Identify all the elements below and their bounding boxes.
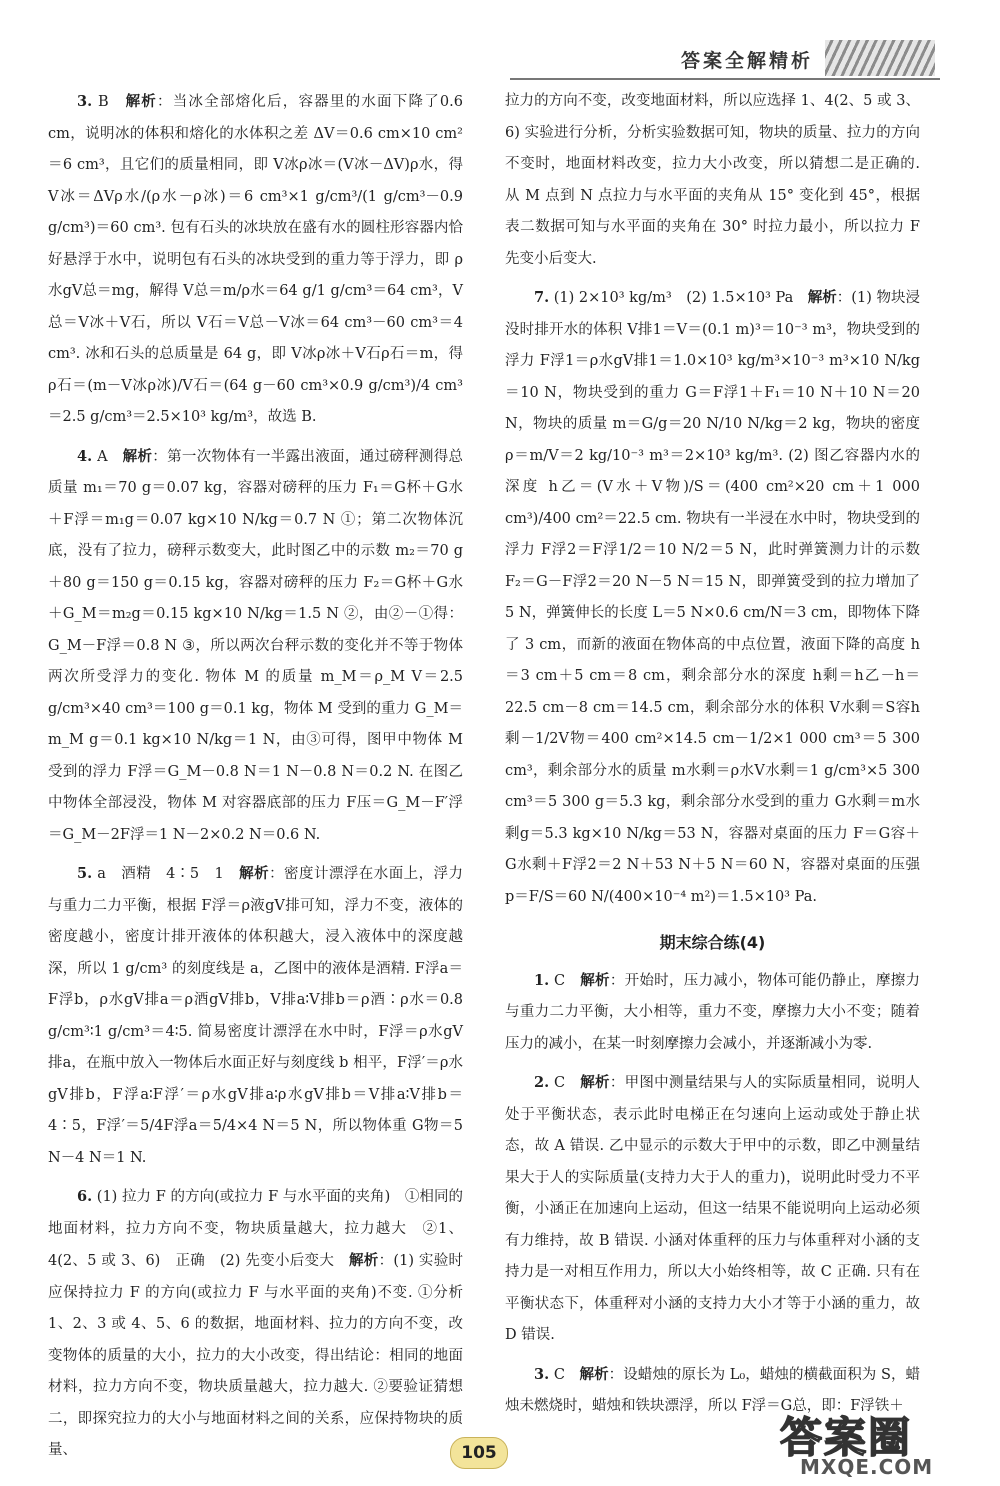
analysis-label: 解析 (579, 1365, 609, 1383)
answer-item (505, 86, 920, 275)
analysis-label: 解析 (580, 971, 610, 989)
header-title: 答案全解精析 (681, 50, 814, 72)
answer-choice: A (97, 448, 108, 465)
analysis-label: 解析 (807, 289, 837, 306)
analysis-label: 解析 (239, 865, 270, 882)
section-title: 期末综合练(4) (659, 933, 766, 952)
watermark-logo: 答案圈 (780, 1413, 913, 1462)
analysis-text: ：(1) 实验时应保持拉力 F 的方向(或拉力 F 与水平面的夹角)不变. ①分析 1、2、3 或 4、5、6 的数据，地面材料、拉力的方向不变，改变物体的质量的大小，拉力的大小改变，得出结论：相同的地面材料，拉力方向不变，物块质量越大，拉力越大. ②要验证猜想二，即探究拉力的大小与地面材料之间的关系，应保持物块的质量、 (48, 1253, 464, 1458)
answer-item (505, 965, 920, 1061)
analysis-label: 解析 (580, 1074, 610, 1091)
answer-item (48, 86, 463, 434)
analysis-text: ：甲图中测量结果与人的实际质量相同，说明人处于平衡状态，表示此时电梯正在匀速向上运动或处于静止状态，故 A 错误. 乙中显示的示数大于甲中的示数，即乙中测量结果大于人的实际质量(支持力大于人的重力)，说明此时受力不平衡，小涵正在加速向上运动，但这一结果不能说明向上运动必须有力维持，故 B 错误. 小涵对体重秤的压力与体重秤对小涵的支持力是一对相互作用力，所以大小始终相等，故 C 正确. 只有在平衡状态下，体重秤对小涵的支持力大小才等于小涵的重力，故 D 错误. (505, 1075, 921, 1343)
question-number: 4. (77, 447, 93, 465)
answer-choice: C (554, 972, 566, 989)
answer-item (48, 441, 463, 852)
analysis-text: ：开始时，压力减小，物体可能仍静止，摩擦力与重力二力平衡，大小相等，重力不变，摩擦力大小不变；随着压力的减小，在某一时刻摩擦力会减小，并逐渐减小为零. (505, 972, 921, 1052)
answer-choice: C (553, 1366, 565, 1383)
watermark (780, 1405, 980, 1485)
analysis-text: ：(1) 物块浸没时排开水的体积 V排1＝V＝(0.1 m)³＝10⁻³ m³，物块受到的浮力 F浮1＝ρ水gV排1＝1.0×10³ kg/m³×10⁻³ m³×10 N/kg＝10 N，物块受到的重力 G＝F浮1＋F₁＝10 N＋10 N＝20 N，物块的质量 m＝G/g＝20 N/10 N/kg＝2 kg，物块的密度 ρ＝m/V＝2 kg/10⁻³ m³＝2×10³ kg/m³. (2) 图乙容器内水的深度 h乙＝(V水＋V物)/S＝(400 cm²×20 cm＋1 000 cm³)/400 cm²＝22.5 cm. 物块有一半浸在水中时，物块受到的浮力 F浮2＝F浮1/2＝10 N/2＝5 N，此时弹簧测力计的示数 F₂＝G－F浮2＝20 N－5 N＝15 N，即弹簧受到的拉力增加了 5 N，弹簧伸长的长度 L＝5 N×0.6 cm/N＝3 cm，即物体下降了 3 cm，而新的液面在物体高的中点位置，液面下降的高度 h＝3 cm＋5 cm＝8 cm，剩余部分水的深度 h剩＝h乙－h＝22.5 cm－8 cm＝14.5 cm，剩余部分水的体积 V水剩＝S容h剩－1/2V物＝400 cm²×14.5 cm－1/2×1 000 cm³＝5 300 cm³，剩余部分水的质量 m水剩＝ρ水V水剩＝1 g/cm³×5 300 cm³＝5 300 g＝5.3 kg，剩余部分水受到的重力 G水剩＝m水剩g＝5.3 kg×10 N/kg＝53 N，容器对桌面的压力 F＝G容＋G水剩＋F浮2＝2 N＋53 N＋5 N＝60 N，容器对桌面的压强 p＝F/S＝60 N/(400×10⁻⁴ m²)＝1.5×10³ Pa. (505, 290, 920, 905)
question-number: 3. (77, 93, 93, 110)
question-number: 5. (77, 865, 93, 882)
answer-item (505, 1067, 920, 1352)
analysis-text: ：设蜡烛的原长为 L₀，蜡烛的横截面积为 S，蜡烛未燃烧时，蜡烛和铁块漂浮，所以 F浮＝G总，即：F浮铁＋ (505, 1366, 921, 1414)
answer-choice: a 酒精 4∶5 1 (97, 866, 224, 882)
answer-item (48, 858, 463, 1174)
question-number: 2. (534, 1074, 550, 1091)
answer-choice: (1) 2×10³ kg/m³ (2) 1.5×10³ Pa (553, 290, 794, 306)
analysis-text: 拉力的方向不变，改变地面材料，所以应选择 1、4(2、5 或 3、6) 实验进行分析，分析实验数据可知，物块的质量、拉力的方向不变时，地面材料改变，拉力大小改变，所以猜想二是正确的. 从 M 点到 N 点拉力与水平面的夹角从 15° 变化到 45°，根据表二数据可知与水平面的夹角在 30° 时拉力最小，所以拉力 F 先变小后变大. (505, 93, 920, 267)
answer-choice: (1) 拉力 F 的方向(或拉力 F 与水平面的夹角) ①相同的地面材料，拉力方向不变，物块质量越大，拉力越大 ②1、4(2、5 或 3、6) 正确 (2) 先变小后变大 (48, 1189, 463, 1269)
question-number: 7. (534, 289, 550, 306)
question-number: 1. (534, 971, 550, 989)
analysis-label: 解析 (349, 1252, 379, 1269)
analysis-text: ：密度计漂浮在水面上，浮力与重力二力平衡，根据 F浮＝ρ液gV排可知，浮力不变，液体的密度越小，密度计排开液体的体积越大，浸入液体中的深度越深，所以 1 g/cm³ 的刻度线是 a，乙图中的液体是酒精. F浮a＝F浮b，ρ水gV排a＝ρ酒gV排b，V排a∶V排b＝ρ酒∶ρ水＝0.8 g/cm³∶1 g/cm³＝4∶5. 简易密度计漂浮在水中时，F浮＝ρ水gV排a，在瓶中放入一物体后水面正好与刻度线 b 相平，F浮′＝ρ水gV排b，F浮a∶F浮′＝ρ水gV排a∶ρ水gV排b＝V排a∶V排b＝4∶5，F浮′＝5/4F浮a＝5/4×4 N＝5 N，所以物体重 G物＝5 N－4 N＝1 N. (48, 866, 464, 1166)
answer-item (505, 282, 920, 913)
left-column (48, 86, 463, 1474)
page-header (665, 40, 935, 76)
header-stripe-decoration (825, 40, 935, 76)
question-number: 3. (534, 1365, 550, 1383)
question-number: 6. (77, 1188, 93, 1205)
answer-item (48, 1181, 463, 1467)
watermark-url: MXQE.COM (800, 1455, 934, 1479)
page-number: 105 (450, 1437, 508, 1469)
answer-choice: B (97, 94, 109, 110)
answer-choice: C (554, 1075, 566, 1091)
header-rule (510, 78, 940, 80)
analysis-text: ：第一次物体有一半露出液面，通过磅秤测得总质量 m₁＝70 g＝0.07 kg，容器对磅秤的压力 F₁＝G杯＋G水＋F浮＝m₁g＝0.07 kg×10 N/kg＝0.7 N ①；第二次物体沉底，没有了拉力，磅秤示数变大，此时图乙中的示数 m₂＝70 g＋80 g＝150 g＝0.15 kg，容器对磅秤的压力 F₂＝G杯＋G水＋G_M＝m₂g＝0.15 kg×10 N/kg＝1.5 N ②，由②－①得：G_M－F浮＝0.8 N ③，所以两次台秤示数的变化并不等于物体两次所受浮力的变化. 物体 M 的质量 m_M＝ρ_M V＝2.5 g/cm³×40 cm³＝100 g＝0.1 kg，物体 M 受到的重力 G_M＝m_M g＝0.1 kg×10 N/kg＝1 N，由③可得，图甲中物体 M 受到的浮力 F浮＝G_M－0.8 N＝1 N－0.8 N＝0.2 N. 在图乙中物体全部浸没，物体 M 对容器底部的压力 F压＝G_M－F′浮＝G_M－2F浮＝1 N－2×0.2 N＝0.6 N. (48, 448, 464, 843)
analysis-label: 解析 (122, 447, 153, 465)
analysis-label: 解析 (125, 93, 157, 110)
analysis-text: ：当冰全部熔化后，容器里的水面下降了0.6 cm，说明冰的体积和熔化的水体积之差 ΔV＝0.6 cm×10 cm²＝6 cm³，且它们的质量相同，即 V冰ρ冰＝(V冰－ΔV)ρ水，得 V冰＝ΔVρ水/(ρ水－ρ冰)＝6 cm³×1 g/cm³/(1 g/cm³－0.9 g/cm³)＝60 cm³. 包有石头的冰块放在盛有水的圆柱形容器内恰好悬浮于水中，说明包有石头的冰块受到的重力等于浮力，即 ρ水gV总＝mg，解得 V总＝m/ρ水＝64 g/1 g/cm³＝64 cm³，V总＝V冰＋V石，所以 V石＝V总－V冰＝64 cm³－60 cm³＝4 cm³. 冰和石头的总质量是 64 g，即 V冰ρ冰＋V石ρ石＝m，得 ρ石＝(m－V冰ρ冰)/V石＝(64 g－60 cm³×0.9 g/cm³)/4 cm³＝2.5 g/cm³＝2.5×10³ kg/m³，故选 B. (48, 94, 463, 425)
right-column (505, 86, 920, 1430)
